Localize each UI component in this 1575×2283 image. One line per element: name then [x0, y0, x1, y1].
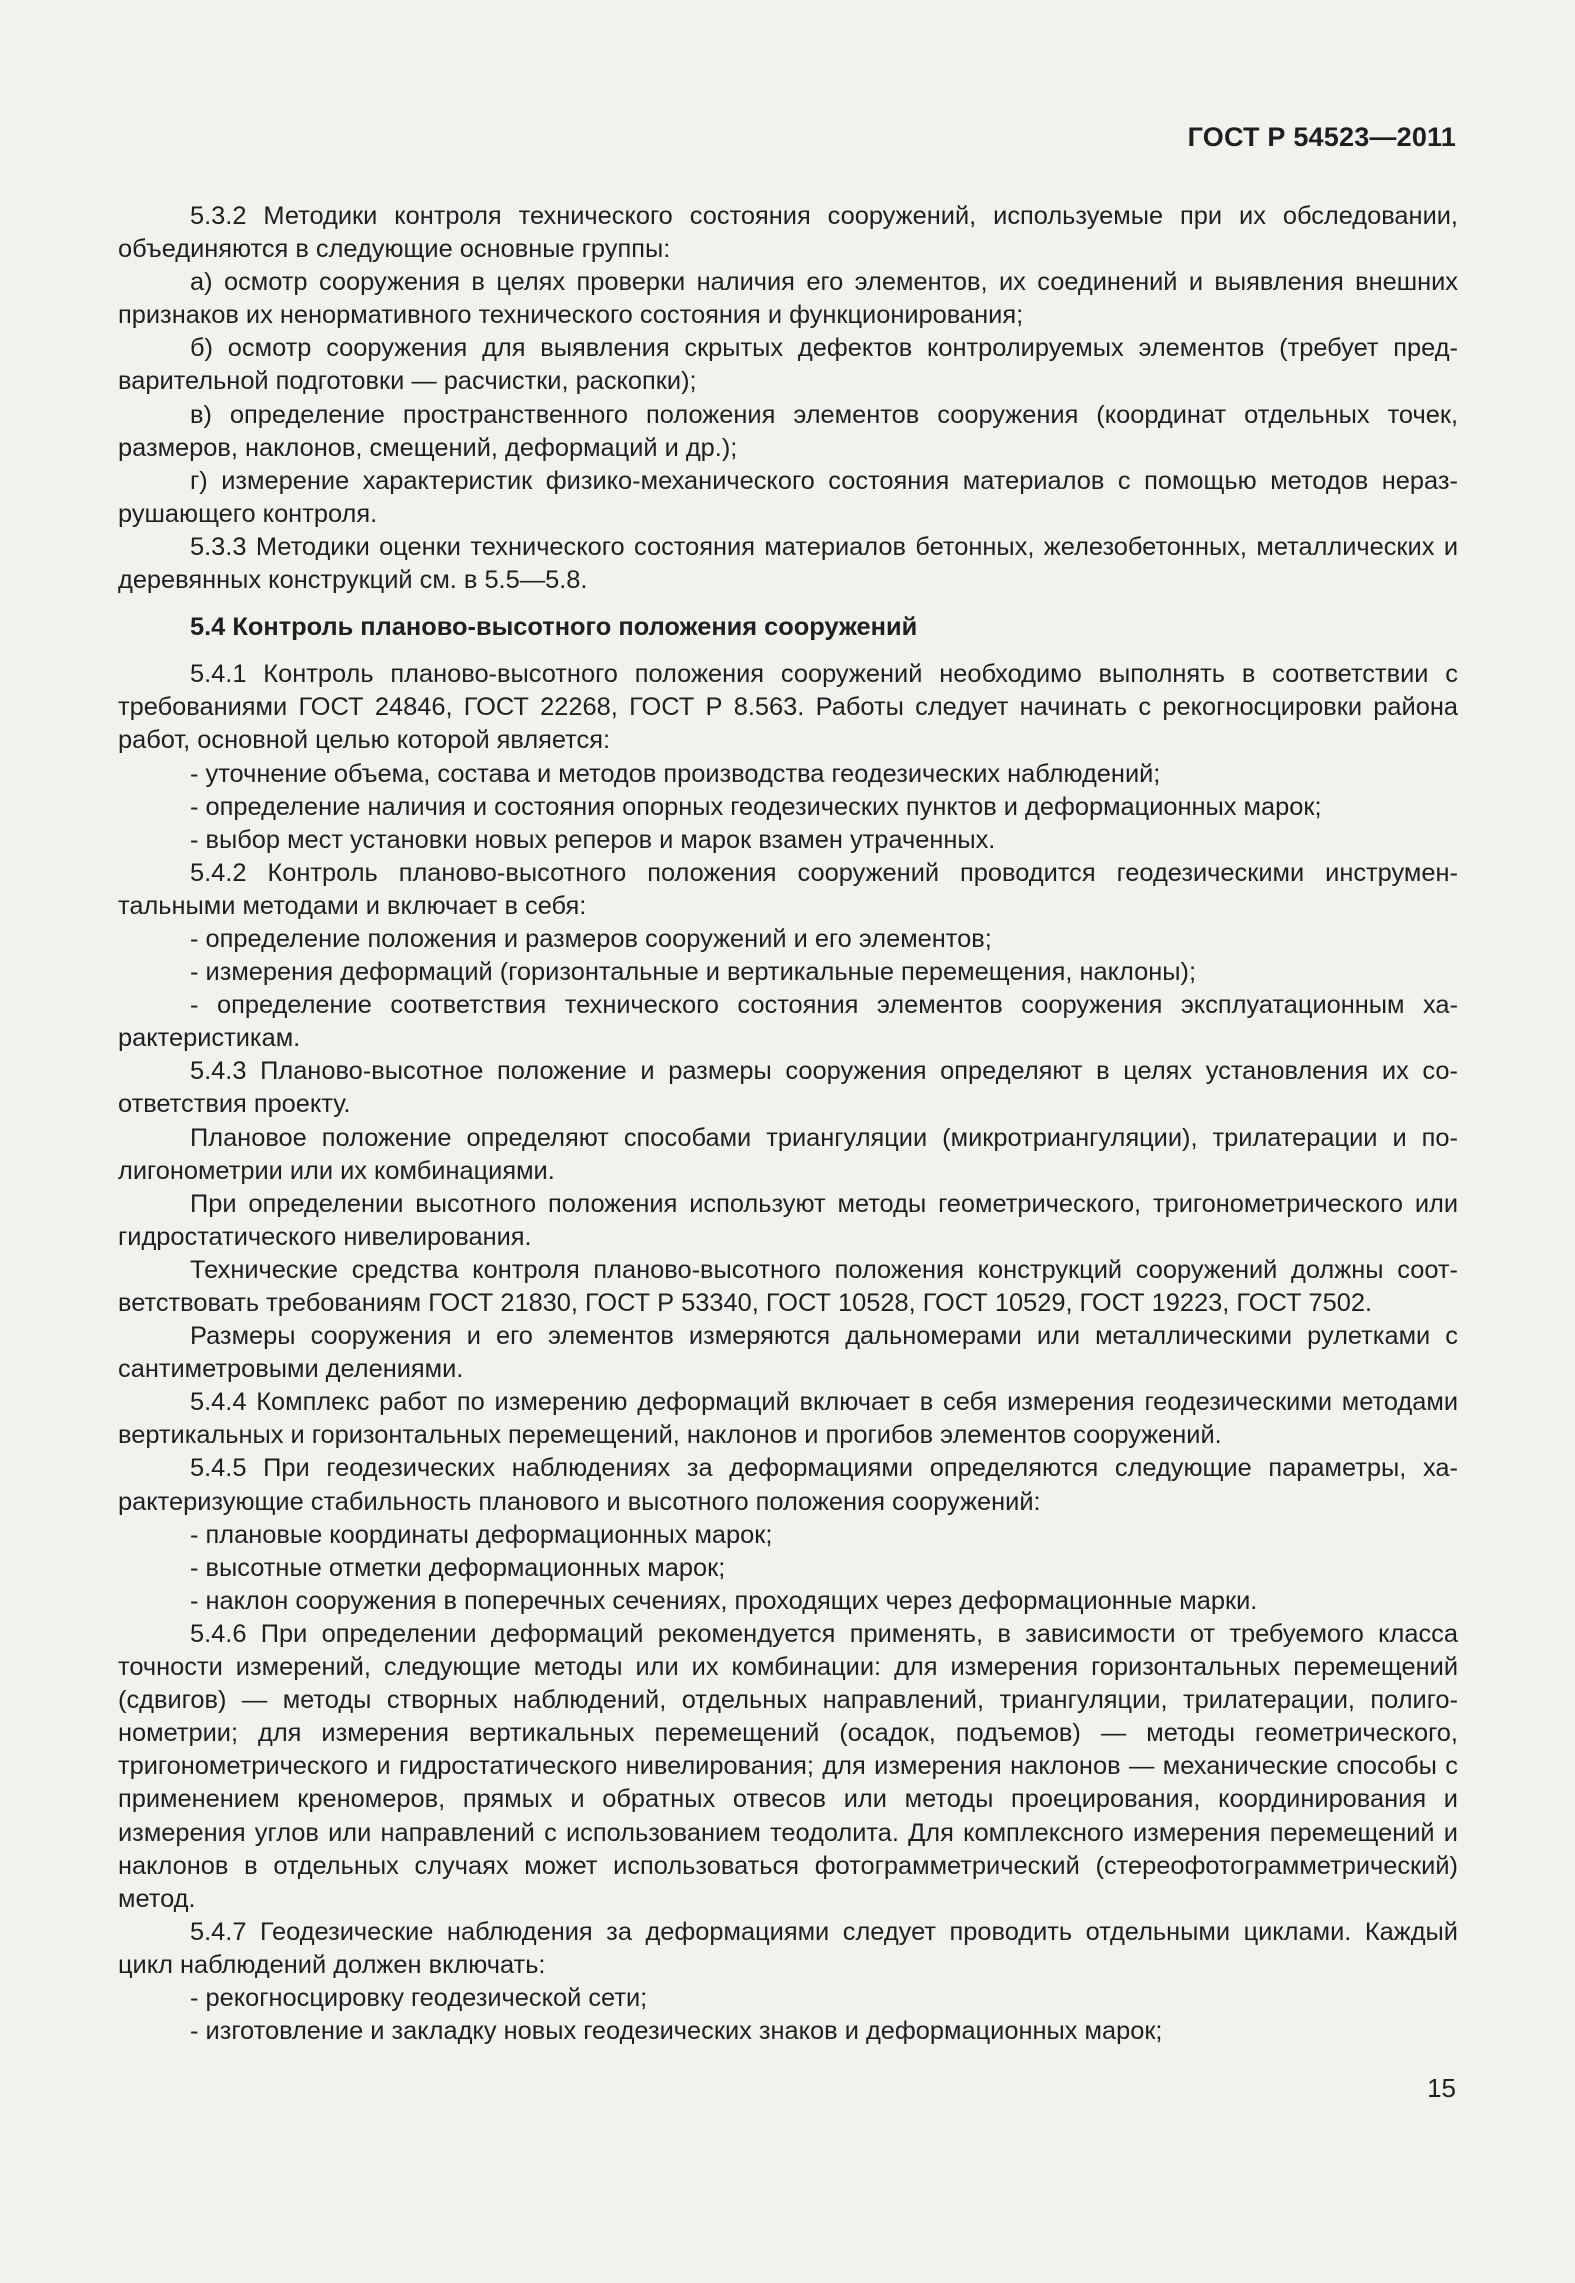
- list-item: - наклон сооружения в поперечных сечениях, проходящих через деформационные марки.: [190, 1586, 1258, 1615]
- list-item: - рекогносцировку геодезической сети;: [190, 1983, 648, 2012]
- section-title-5-4: 5.4 Контроль планово-высотного положения сооружений: [190, 613, 918, 642]
- paragraph: Плановое положение определяют способами триангуляции (микротриангуляции), трилатерации и полигонометрии или их комбинациями.: [118, 1123, 1458, 1185]
- paragraph-5-4-2: 5.4.2 Контроль планово-высотного положения сооружений проводится геодезическими инструментальными методами и включает в себя:: [118, 858, 1458, 920]
- list-item: - выбор мест установки новых реперов и марок взамен утраченных.: [190, 825, 996, 854]
- paragraph: Технические средства контроля планово-высотного положения конструкций сооружений должны соответствовать требованиям ГОСТ 21830, ГОСТ Р 53340, ГОСТ 10528, ГОСТ 10529, ГОСТ 19223, ГОСТ 7502.: [118, 1255, 1458, 1317]
- paragraph-5-3-3: 5.3.3 Методики оценки технического состояния материалов бетонных, железобетонных, металлических и деревянных конструкций см. в 5.5—5.8.: [118, 532, 1458, 595]
- list-item-a: а) осмотр сооружения в целях проверки наличия его элементов, их соединений и выявления внешних признаков их ненормативного технического состояния и функционирования;: [118, 268, 1458, 330]
- list-item: - определение наличия и состояния опорных геодезических пунктов и деформационных марок;: [190, 792, 1322, 821]
- list-item: - определение положения и размеров сооружений и его элементов;: [190, 924, 992, 953]
- list-item: - измерения деформаций (горизонтальные и вертикальные перемещения, наклоны);: [190, 958, 1197, 987]
- paragraph-5-4-1: 5.4.1 Контроль планово-высотного положения сооружений необходимо выполнять в соответствии с требованиями ГОСТ 24846, ГОСТ 22268, ГОСТ Р 8.563. Работы следует начинать с рекогносцировки района работ, основной целью которой является:: [118, 660, 1458, 755]
- paragraph: При определении высотного положения используют методы геометрического, тригонометрического или гидростатического нивелирования.: [118, 1189, 1458, 1251]
- document-header: ГОСТ Р 54523—2011: [1187, 122, 1456, 152]
- paragraph: Размеры сооружения и его элементов измеряются дальномерами или металлическими рулетками с сантиметровыми делениями.: [118, 1322, 1458, 1384]
- document-body: [118, 200, 1458, 2048]
- list-item-g: г) измерение характеристик физико-механического состояния материалов с помощью методов неразрушающего контроля.: [118, 466, 1458, 528]
- paragraph-5-4-7: 5.4.7 Геодезические наблюдения за деформациями следует проводить отдельными циклами. Каждый цикл наблюдений должен включать:: [118, 1917, 1458, 1979]
- paragraph-5-4-6: 5.4.6 При определении деформаций рекомендуется применять, в зависимости от требуемого класса точности измерений, следующие методы или их комбинации: для измерения горизонтальных перемещений (сдвигов) — методы створных наблюдений, отдельных направлений, триангуляции, трилатерации, полигонометрии; для измерения вертикальных перемещений (осадок, подъемов) — методы геометрического, тригонометрического и гидростатического нивелирования; для измерения наклонов — механические способы с применением креномеров, прямых и обратных отвесов или методы проецирования, координирования и измерения углов или направлений с использованием теодолита. Для комплексного измерения перемещений и наклонов в отдельных случаях может использоваться фотограмметрический (стереофотограмметрический) метод.: [118, 1619, 1458, 1913]
- list-item-b: б) осмотр сооружения для выявления скрытых дефектов контролируемых элементов (требует предварительной подготовки — расчистки, раскопки);: [118, 334, 1458, 396]
- list-item: - изготовление и закладку новых геодезических знаков и деформационных марок;: [190, 2017, 1163, 2046]
- paragraph-5-4-5: 5.4.5 При геодезических наблюдениях за деформациями определяются следующие параметры, характеризующие стабильность планового и высотного положения сооружений:: [118, 1454, 1458, 1516]
- list-item: - высотные отметки деформационных марок;: [190, 1553, 726, 1582]
- paragraph-5-4-4: 5.4.4 Комплекс работ по измерению деформаций включает в себя измерения геодезическими методами вертикальных и горизонтальных перемещений, наклонов и прогибов элементов сооружений.: [118, 1388, 1458, 1450]
- page-number: 15: [1427, 2073, 1456, 2103]
- list-item-v: в) определение пространственного положения элементов сооружения (координат отдельных точек, размеров, наклонов, смещений, деформаций и др.);: [118, 400, 1458, 462]
- list-item: - уточнение объема, состава и методов производства геодезических наблюдений;: [190, 759, 1161, 788]
- paragraph-5-3-2: 5.3.2 Методики контроля технического состояния сооружений, используемые при их обследовании, объединяются в следующие основные группы:: [118, 202, 1458, 264]
- paragraph-5-4-3: 5.4.3 Планово-высотное положение и размеры сооружения определяют в целях установления их соответствия проекту.: [118, 1057, 1458, 1119]
- list-item: - плановые координаты деформационных марок;: [190, 1520, 773, 1549]
- list-item: - определение соответствия технического состояния элементов сооружения эксплуатационным характеристикам.: [118, 991, 1458, 1053]
